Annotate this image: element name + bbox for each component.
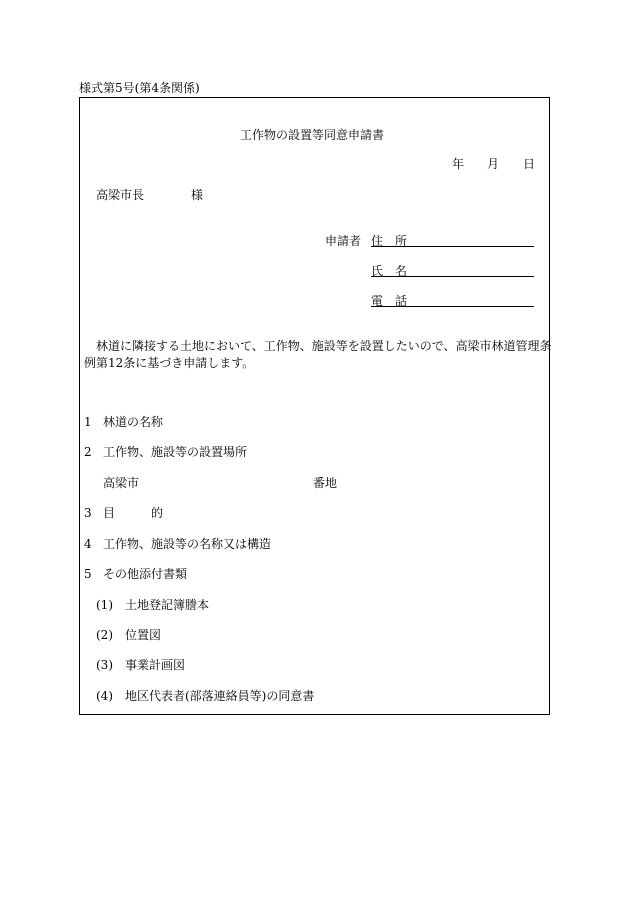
item-1-label: 林道の名称 [103,415,164,429]
name-field[interactable] [371,276,534,277]
name-label: 氏 名 [371,264,408,278]
applicant-label: 申請者 [325,234,362,248]
attachment-3-number: (3) [96,658,113,672]
item-1-number: 1 [84,415,92,429]
attachment-2-number: (2) [96,628,113,642]
phone-label: 電 話 [371,294,408,308]
page-title: 工作物の設置等同意申請書 [240,128,385,142]
item-3-label: 目 的 [103,506,164,520]
body-line-2: 例第12条に基づき申請します。 [84,356,255,370]
item-3-number: 3 [84,506,92,520]
item-4-label: 工作物、施設等の名称又は構造 [103,537,272,551]
attachment-2-label: 位置図 [125,628,162,642]
form-number: 様式第5号(第4条関係) [79,81,200,95]
body-line-1: 林道に隣接する土地において、工作物、施設等を設置したいので、高梁市林道管理条 [96,339,552,353]
address-label: 住 所 [371,234,408,248]
attachment-1-number: (1) [96,598,113,612]
item-5-label: その他添付書類 [103,567,188,581]
item-4-number: 4 [84,537,92,551]
address-field[interactable] [371,246,534,247]
attachment-4-number: (4) [96,689,113,703]
addressee-name: 高梁市長 [96,188,145,202]
attachment-4-label: 地区代表者(部落連絡員等)の同意書 [125,689,315,703]
date-month: 月 [487,157,500,171]
phone-field[interactable] [371,306,534,307]
form-frame [79,97,550,715]
item-2-number: 2 [84,445,92,459]
location-banchi: 番地 [313,476,338,490]
item-2-label: 工作物、施設等の設置場所 [103,445,248,459]
attachment-1-label: 土地登記簿謄本 [125,598,210,612]
location-city: 高梁市 [103,476,140,490]
date-year: 年 [452,157,465,171]
item-5-number: 5 [84,567,92,581]
date-day: 日 [523,157,536,171]
addressee-honorific: 様 [191,188,204,202]
attachment-3-label: 事業計画図 [125,658,186,672]
